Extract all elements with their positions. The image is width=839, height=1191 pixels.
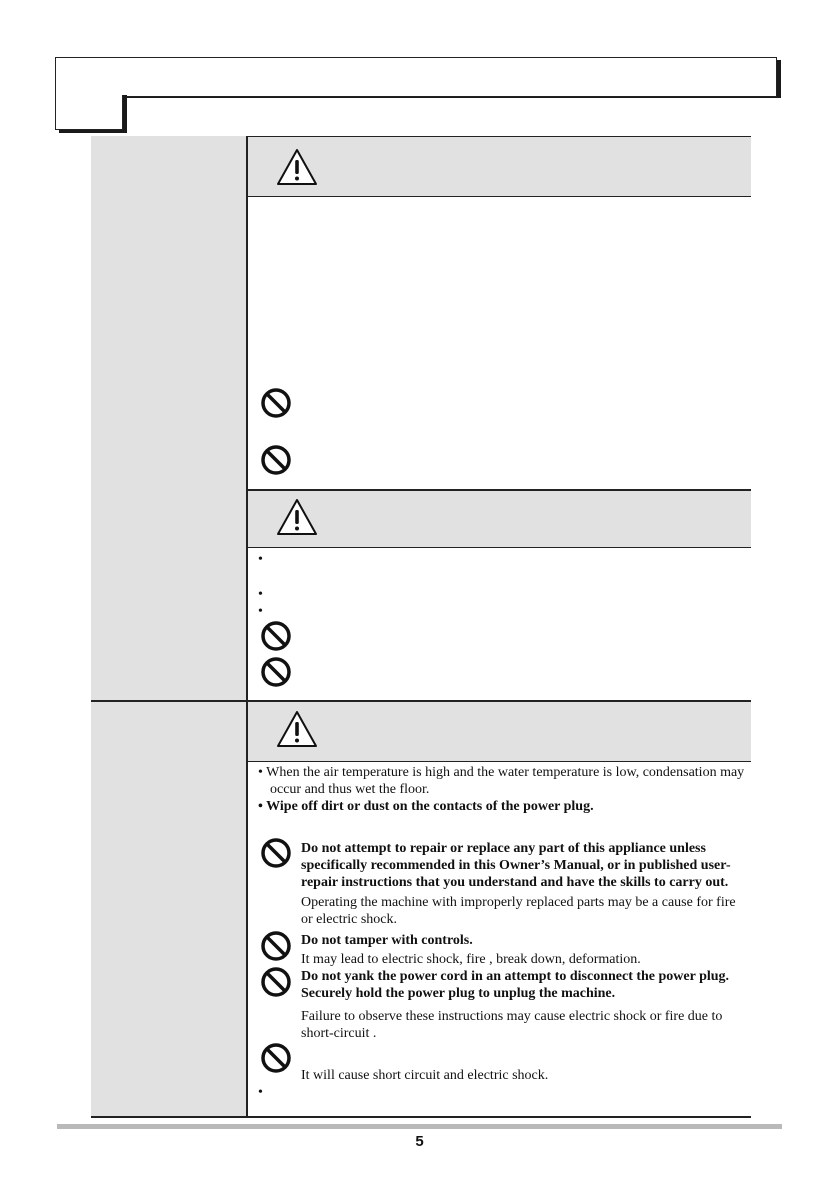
power-cord-warning-detail: Failure to observe these instructions may cause electric shock or fire due to short-circuit . xyxy=(301,1009,723,1041)
prohibition-icon xyxy=(260,837,292,869)
repair-warning-heading: Do not attempt to repair or replace any part of this appliance unless specifically recommended in this Owner’s Manual, or in published user-repair instructions that you understand and have the skills to carry out. xyxy=(301,841,731,890)
prohibition-icon xyxy=(260,444,292,476)
section-header-box xyxy=(55,57,777,97)
warning-triangle-icon xyxy=(275,147,319,187)
prohibition-icon xyxy=(260,966,292,998)
repair-warning-detail: Operating the machine with improperly replaced parts may be a cause for fire or electric shock. xyxy=(301,895,736,927)
prohibition-icon xyxy=(260,1042,292,1074)
section-header-tab xyxy=(55,95,123,130)
bullet: • xyxy=(258,1085,263,1100)
prohibition-icon xyxy=(260,656,292,688)
page-number: 5 xyxy=(415,1133,424,1150)
left-category-column xyxy=(91,136,247,1118)
tamper-warning-detail: It may lead to electric shock, fire , break down, deformation. xyxy=(301,952,641,967)
table-bottom-rule xyxy=(91,1116,751,1118)
power-cord-warning-heading: Do not yank the power cord in an attempt to disconnect the power plug. Securely hold the power plug to unplug the machine. xyxy=(301,969,730,1001)
header-tab-shadow-bottom xyxy=(59,130,127,133)
caution-band-2 xyxy=(247,489,751,548)
left-column-divider xyxy=(91,700,247,702)
caution-band-3 xyxy=(247,700,751,762)
header-tab-shadow xyxy=(123,95,127,133)
prohibition-icon xyxy=(260,387,292,419)
bullet-condensation: • When the air temperature is high and the water temperature is low, condensation may xyxy=(258,765,745,780)
bullet: • xyxy=(258,552,263,567)
bullet: • xyxy=(258,587,263,602)
footer-bar xyxy=(57,1124,782,1129)
caution-band-1 xyxy=(247,136,751,197)
column-divider-line xyxy=(246,136,248,1118)
prohibition-icon xyxy=(260,620,292,652)
prohibition-icon xyxy=(260,930,292,962)
short-circuit-warning-detail: It will cause short circuit and electric shock. xyxy=(301,1068,549,1083)
bullet-wipe-plug: • Wipe off dirt or dust on the contacts of the power plug. xyxy=(258,799,594,814)
warning-triangle-icon xyxy=(275,709,319,749)
warning-triangle-icon xyxy=(275,497,319,537)
bullet: • xyxy=(258,604,263,619)
bullet-condensation-cont: occur and thus wet the floor. xyxy=(270,782,430,797)
tamper-warning-heading: Do not tamper with controls. xyxy=(301,933,473,948)
